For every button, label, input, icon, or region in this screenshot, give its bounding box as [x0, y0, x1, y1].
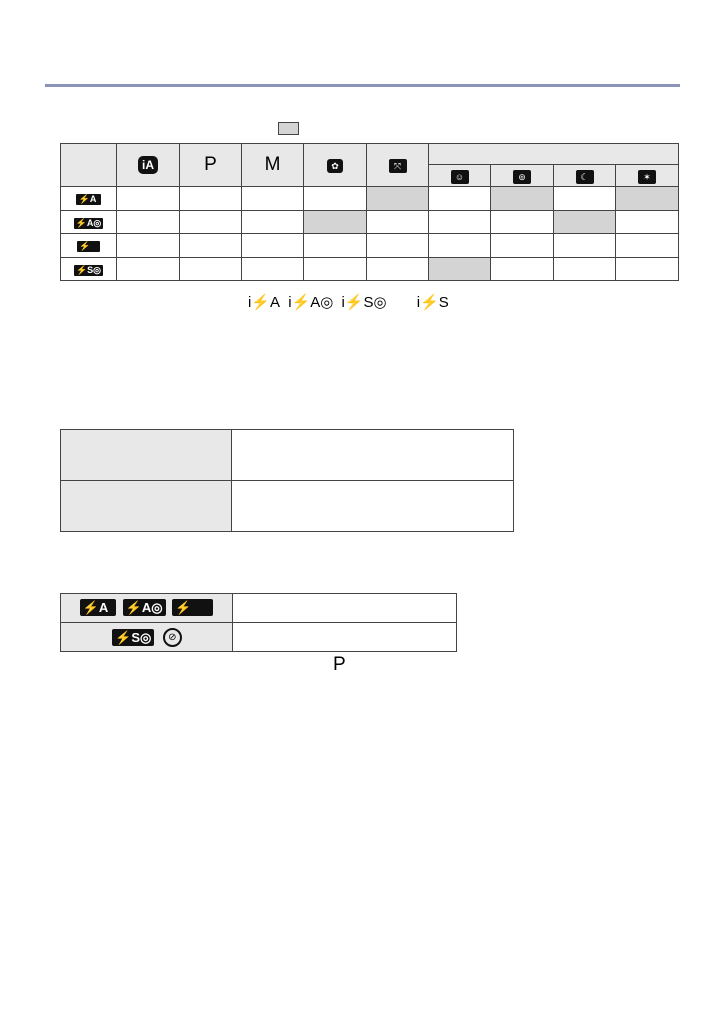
i-flash-auto-redeye-icon: i⚡A◎: [288, 294, 334, 311]
scene-group-header: [429, 144, 679, 165]
table-row: [61, 210, 679, 234]
i-flash-auto-icon: i⚡A: [248, 294, 281, 311]
flash-auto-icon: ⚡A: [80, 599, 117, 616]
section-rule: [45, 84, 680, 87]
settings-table: [60, 429, 514, 532]
col-fireworks: [616, 165, 679, 187]
auto-flash-icons-note: [248, 293, 453, 311]
col-p: [180, 144, 242, 187]
col-ia: [117, 144, 180, 187]
i-flash-slow-redeye-icon: i⚡S◎: [341, 294, 387, 311]
ia-mode-icon: iA: [138, 156, 158, 174]
table-row: [61, 257, 679, 281]
portrait-scene-icon: ☺: [451, 170, 469, 184]
row-icon-cell: [61, 257, 117, 281]
flash-forced-icon: ⚡: [77, 241, 99, 252]
flash-auto-icon: ⚡A: [76, 194, 102, 205]
row-icon-cell: [61, 187, 117, 211]
flash-slow-redeye-icon: ⚡S◎: [112, 629, 154, 646]
settings-value-cell: [232, 481, 514, 532]
flash-auto-redeye-icon: ⚡A◎: [75, 217, 102, 228]
fireworks-scene-icon: ✶: [638, 170, 656, 184]
flash-icons-cell: [61, 594, 233, 623]
table-row: [61, 234, 679, 258]
creative-control-icon: ✿: [327, 159, 343, 173]
flash-slow-redeye-icon: ⚡S◎: [75, 264, 102, 275]
flash-range-value-cell: [233, 623, 457, 652]
flash-range-value-cell: [233, 594, 457, 623]
row-icon-cell: [61, 234, 117, 258]
i-flash-slow-icon: i⚡S: [416, 294, 449, 311]
table-row: [61, 623, 457, 652]
food-scene-icon: ⊚: [513, 170, 531, 184]
settings-label-cell: [61, 430, 232, 481]
grey-cell-legend-swatch: [278, 122, 299, 135]
table-row: [61, 594, 457, 623]
settings-label-cell: [61, 481, 232, 532]
col-panorama: [367, 144, 429, 187]
table-row: [61, 430, 514, 481]
m-mode-label: M: [264, 154, 281, 175]
p-mode-note: P: [333, 654, 346, 675]
flash-auto-redeye-icon: ⚡A◎: [123, 599, 166, 616]
flash-compatibility-table: [60, 143, 679, 281]
col-night: [554, 165, 616, 187]
col-m: [242, 144, 304, 187]
col-portrait: [429, 165, 491, 187]
flash-range-table: [60, 593, 457, 652]
settings-value-cell: [232, 430, 514, 481]
p-mode-label: P: [204, 154, 217, 175]
table-row: [61, 187, 679, 211]
flash-off-icon: ⊘: [163, 628, 182, 647]
corner-cell: [61, 144, 117, 187]
night-scene-icon: ☾: [576, 170, 594, 184]
flash-icons-cell: [61, 623, 233, 652]
panorama-icon: ⤧: [389, 159, 407, 173]
col-creative: [304, 144, 367, 187]
col-food: [491, 165, 554, 187]
table-row: [61, 481, 514, 532]
flash-forced-icon: ⚡: [172, 599, 213, 616]
row-icon-cell: [61, 210, 117, 234]
